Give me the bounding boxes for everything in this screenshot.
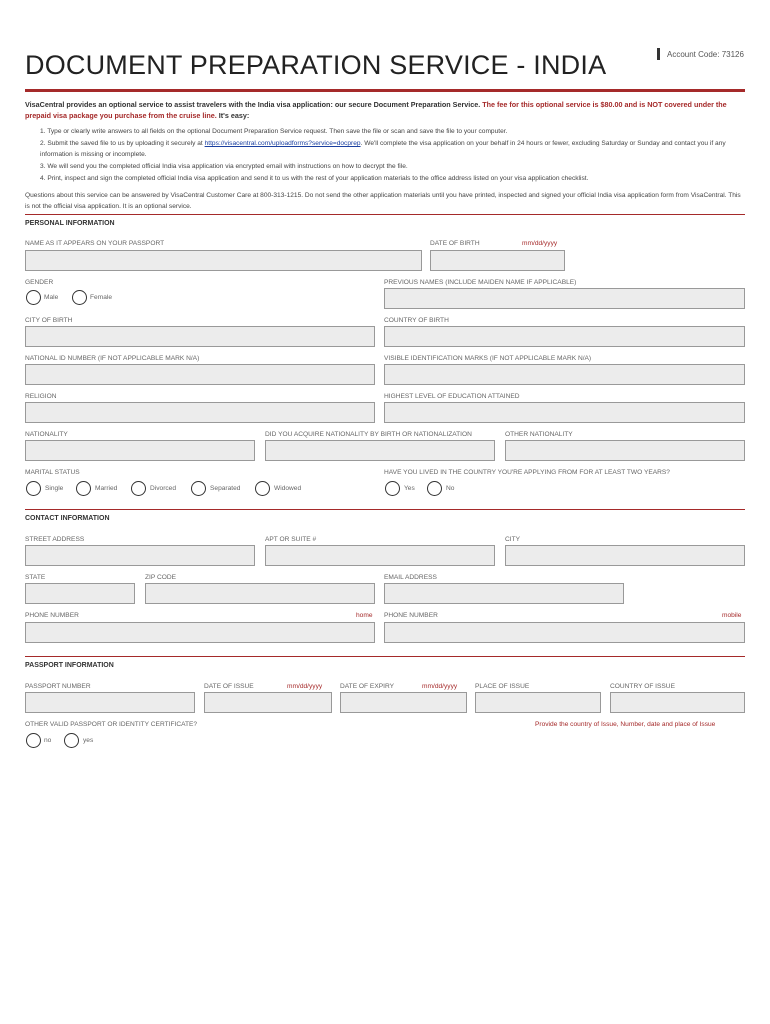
step-2	[40, 138, 752, 160]
step-4: 4. Print, inspect and sign the completed official India visa application and send it to us with the rest of your application materials to the office address listed on your visa application checklist.	[40, 175, 589, 182]
acquire-nationality-field[interactable]	[265, 440, 495, 461]
city-field[interactable]	[505, 545, 745, 566]
header-divider	[25, 89, 745, 92]
marital-separated-radio[interactable]	[191, 481, 206, 496]
mobile-phone-field[interactable]	[384, 622, 745, 643]
state-label: STATE	[25, 574, 46, 581]
mobile-phone-label: PHONE NUMBER	[384, 612, 438, 619]
intro-text	[25, 99, 745, 121]
apt-label: APT OR SUITE #	[265, 536, 317, 543]
page-title: DOCUMENT PREPARATION SERVICE - INDIA	[25, 50, 607, 80]
apt-field[interactable]	[265, 545, 495, 566]
country-birth-label: COUNTRY OF BIRTH	[384, 317, 449, 324]
contact-divider	[25, 509, 745, 510]
gender-male-label: Male	[44, 294, 59, 301]
upload-link[interactable]: https://visacentral.com/uploadforms?service=docprep	[204, 140, 361, 147]
expiry-date-label: DATE OF EXPIRY	[340, 683, 394, 690]
intro-fee-notice: The fee for this optional service is $80.00 and is NOT covered under the prepaid visa package you purchase from the cruise line.	[25, 100, 727, 120]
education-field[interactable]	[384, 402, 745, 423]
prev-names-field[interactable]	[384, 288, 745, 309]
acquire-nationality-label: DID YOU ACQUIRE NATIONALITY BY BIRTH OR NATIONALIZATION	[265, 431, 472, 438]
lived-no-label: No	[446, 485, 455, 492]
mobile-phone-hint: mobile	[722, 612, 742, 619]
national-id-field[interactable]	[25, 364, 375, 385]
religion-field[interactable]	[25, 402, 375, 423]
issue-date-label: DATE OF ISSUE	[204, 683, 254, 690]
lived-label: HAVE YOU LIVED IN THE COUNTRY YOU'RE APPLYING FROM FOR AT LEAST TWO YEARS?	[384, 469, 670, 476]
dob-hint: mm/dd/yyyy	[522, 240, 558, 247]
passport-number-label: PASSPORT NUMBER	[25, 683, 91, 690]
city-label: CITY	[505, 536, 521, 543]
city-birth-field[interactable]	[25, 326, 375, 347]
passport-number-field[interactable]	[25, 692, 195, 713]
gender-female-radio[interactable]	[72, 290, 87, 305]
other-passport-yes-label: yes	[83, 737, 94, 744]
expiry-date-field[interactable]	[340, 692, 467, 713]
other-passport-no-radio[interactable]	[26, 733, 41, 748]
nationality-label: NATIONALITY	[25, 431, 68, 438]
lived-no-radio[interactable]	[427, 481, 442, 496]
lived-yes-label: Yes	[404, 485, 415, 492]
place-issue-label: PLACE OF ISSUE	[475, 683, 530, 690]
home-phone-field[interactable]	[25, 622, 375, 643]
religion-label: RELIGION	[25, 393, 57, 400]
marital-widowed-label: Widowed	[274, 485, 302, 492]
marital-married-radio[interactable]	[76, 481, 91, 496]
prev-names-label: PREVIOUS NAMES (INCLUDE MAIDEN NAME IF APPLICABLE)	[384, 279, 577, 286]
marital-married-label: Married	[95, 485, 118, 492]
zip-field[interactable]	[145, 583, 375, 604]
state-field[interactable]	[25, 583, 135, 604]
marks-label: VISIBLE IDENTIFICATION MARKS (IF NOT APPLICABLE MARK N/A)	[384, 355, 592, 362]
account-code: Account Code: 73126	[667, 50, 744, 59]
zip-label: ZIP CODE	[145, 574, 177, 581]
intro-easy: It's easy:	[218, 111, 250, 120]
intro-bold: VisaCentral provides an optional service to assist travelers with the India visa application: our secure Document Preparation Service.	[25, 100, 481, 109]
contact-heading: CONTACT INFORMATION	[25, 515, 110, 522]
step-3: 3. We will send you the completed official India visa application via encrypted email with instructions on how to decrypt the file.	[40, 163, 408, 170]
gender-female-label: Female	[90, 294, 112, 301]
marital-divorced-label: Divorced	[150, 485, 177, 492]
country-issue-field[interactable]	[610, 692, 745, 713]
country-birth-field[interactable]	[384, 326, 745, 347]
steps-list	[30, 126, 752, 185]
passport-heading: PASSPORT INFORMATION	[25, 662, 114, 669]
street-field[interactable]	[25, 545, 255, 566]
marital-single-radio[interactable]	[26, 481, 41, 496]
city-birth-label: CITY OF BIRTH	[25, 317, 73, 324]
issue-date-hint: mm/dd/yyyy	[287, 683, 323, 690]
other-nationality-field[interactable]	[505, 440, 745, 461]
step-2-post: . We'll complete the visa application on your behalf in 24 hours or fewer, excluding Saturday or Sunday and contact you if any information is missing or incomplete.	[40, 140, 726, 158]
email-field[interactable]	[384, 583, 624, 604]
other-passport-hint: Provide the country of Issue, Number, date and place of Issue	[535, 721, 716, 728]
marital-label: MARITAL STATUS	[25, 469, 80, 476]
step-2-pre: 2. Submit the saved file to us by uploading it securely at	[40, 140, 203, 147]
name-label: NAME AS IT APPEARS ON YOUR PASSPORT	[25, 240, 165, 247]
national-id-label: NATIONAL ID NUMBER (IF NOT APPLICABLE MARK N/A)	[25, 355, 200, 362]
gender-label: GENDER	[25, 279, 54, 286]
country-issue-label: COUNTRY OF ISSUE	[610, 683, 675, 690]
marks-field[interactable]	[384, 364, 745, 385]
lived-yes-radio[interactable]	[385, 481, 400, 496]
expiry-date-hint: mm/dd/yyyy	[422, 683, 458, 690]
other-passport-no-label: no	[44, 737, 52, 744]
street-label: STREET ADDRESS	[25, 536, 85, 543]
marital-divorced-radio[interactable]	[131, 481, 146, 496]
marital-widowed-radio[interactable]	[255, 481, 270, 496]
personal-heading: PERSONAL INFORMATION	[25, 220, 115, 227]
dob-field[interactable]	[430, 250, 565, 271]
other-nationality-label: OTHER NATIONALITY	[505, 431, 573, 438]
dob-label: DATE OF BIRTH	[430, 240, 480, 247]
home-phone-hint: home	[356, 612, 373, 619]
step-1: 1. Type or clearly write answers to all fields on the optional Document Preparation Service request. Then save the file or scan and save the file to your computer.	[40, 128, 508, 135]
email-label: EMAIL ADDRESS	[384, 574, 437, 581]
passport-divider	[25, 656, 745, 657]
other-passport-yes-radio[interactable]	[64, 733, 79, 748]
questions-text: Questions about this service can be answered by VisaCentral Customer Care at 800-313-1215. Do not send the other application materials until you have printed, inspected and signed your official India visa application form from VisaCentral. This is not the official visa application. It is an optional service.	[25, 192, 741, 210]
nationality-field[interactable]	[25, 440, 255, 461]
place-issue-field[interactable]	[475, 692, 601, 713]
marital-separated-label: Separated	[210, 485, 241, 492]
account-code-marker	[657, 48, 660, 60]
home-phone-label: PHONE NUMBER	[25, 612, 79, 619]
other-passport-label: OTHER VALID PASSPORT OR IDENTITY CERTIFICATE?	[25, 721, 198, 728]
marital-single-label: Single	[45, 485, 64, 492]
education-label: HIGHEST LEVEL OF EDUCATION ATTAINED	[384, 393, 520, 400]
section-divider	[25, 214, 745, 215]
issue-date-field[interactable]	[204, 692, 332, 713]
gender-male-radio[interactable]	[26, 290, 41, 305]
name-field[interactable]	[25, 250, 422, 271]
